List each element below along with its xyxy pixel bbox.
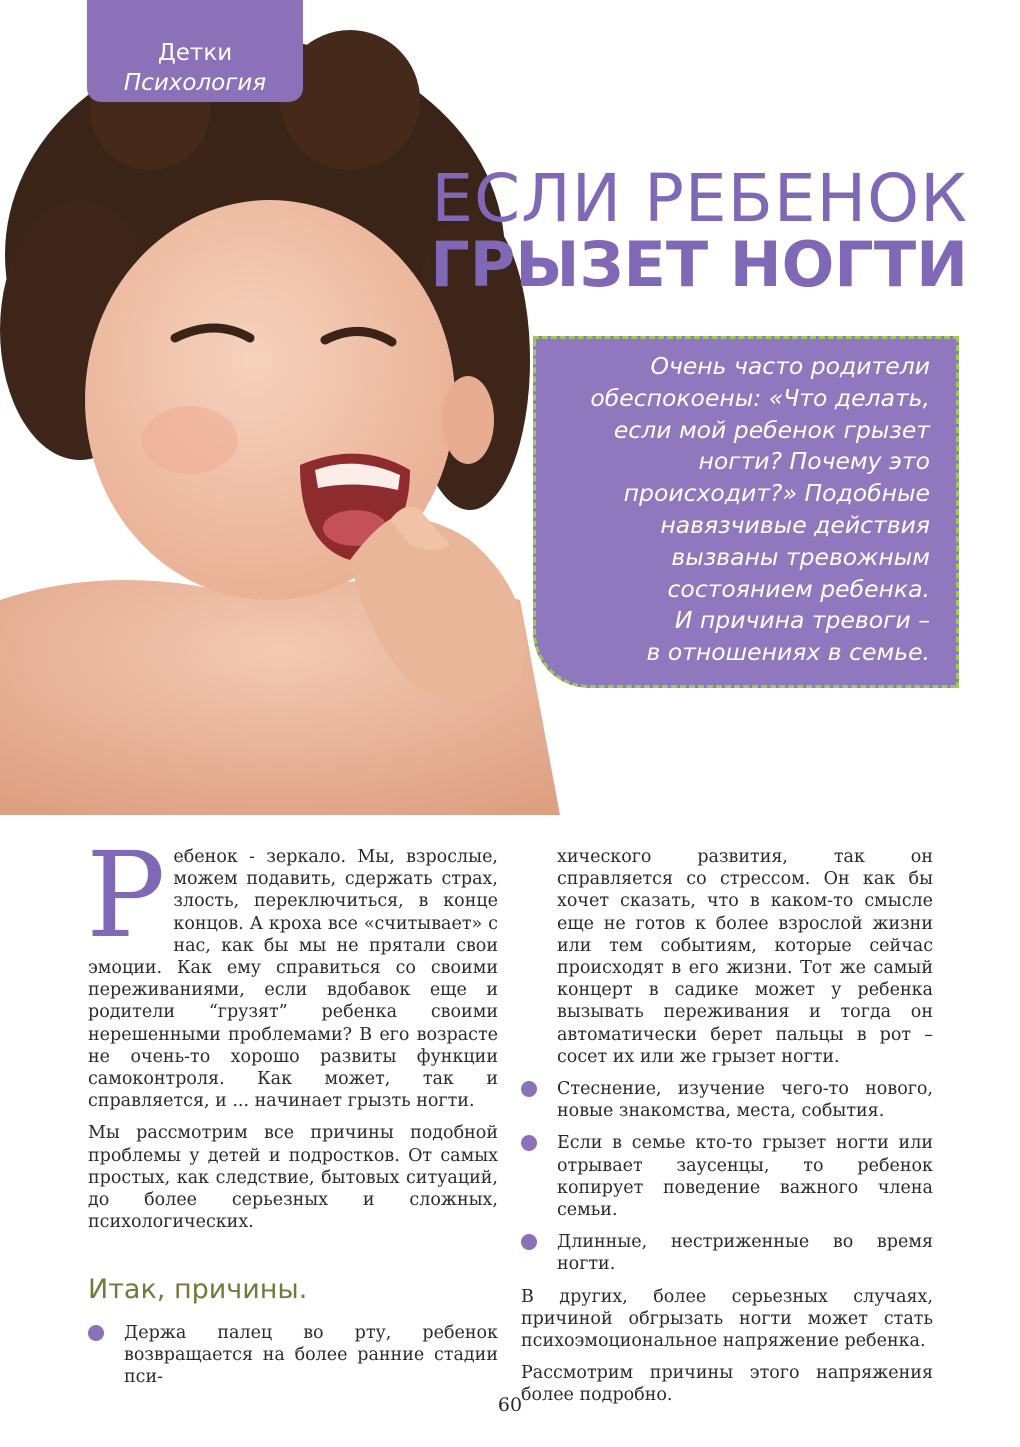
bullet-text: Длинные, нестриженные во время ногти. <box>557 1232 933 1275</box>
lead-callout <box>533 336 959 688</box>
section-tag <box>87 0 303 102</box>
section-tag-line2: Психология <box>123 70 267 96</box>
bullet-text: Если в семье кто-то грызет ногти или отрывает заусенцы, то ребенок копирует поведение важного члена семьи. <box>557 1133 933 1221</box>
paragraph-2: Мы рассмотрим все причины подобной проблемы у детей и подростков. От самых простых, как следствие, бытовых ситуаций, до более серьезных и сложных, психологических. <box>88 1123 498 1233</box>
bullet-dot-icon <box>521 1135 537 1151</box>
headline-line2: ГРЫЗЕТ НОГТИ <box>430 228 968 301</box>
bullet-dot-icon <box>521 1234 537 1250</box>
article-column-right <box>521 846 933 1417</box>
article-column-left <box>86 826 498 1243</box>
section-subhead: Итак, причины. <box>88 1274 308 1305</box>
bullet-dot-icon <box>88 1325 104 1341</box>
bullet-item <box>521 1132 933 1221</box>
bullet-continuation: хического развития, так он справляется со стрессом. Он как бы хочет сказать, что в каком-то смысле еще не готов к более взрослой жизни или тем событиям, которые сейчас происходят в его жизни. Тот же самый концерт в садике может у ребенка вызывать переживания и тогда он автоматически берет пальцы в рот – сосет их или же грызет ногти. <box>557 847 933 1067</box>
page-number: 60 <box>497 1394 523 1416</box>
bullet-text: Стеснение, изучение чего-то нового, новые знакомства, места, события. <box>557 1079 933 1122</box>
bullet-text: Держа палец во рту, ребенок возвращается на более ранние стадии пси- <box>124 1323 498 1388</box>
paragraph-3: В других, более серьезных случаях, причиной обгрызать ногти может стать психоэмоциональное напряжение ребенка. <box>521 1286 933 1352</box>
bullet-item <box>521 1231 933 1275</box>
headline-line1: ЕСЛИ РЕБЕНОК <box>431 160 968 237</box>
section-tag-line1: Детки <box>157 40 233 66</box>
drop-cap: Р <box>86 826 166 964</box>
paragraph-4: Рассмотрим причины этого напряжения более подробно. <box>521 1363 933 1406</box>
bullet-item <box>521 1078 933 1122</box>
first-bullet-block <box>88 1322 498 1399</box>
intro-paragraph <box>86 826 498 1112</box>
bullet-item <box>88 1322 498 1389</box>
lead-text: Очень часто родители обеспокоены: «Что делать, если мой ребенок грызет ногти? Почему это происходит?» Подобные навязчивые действия вызваны тревожным состоянием ребенка. И причина тревоги – в отношениях в семье. <box>590 352 930 667</box>
intro-text: ебенок - зеркало. Мы, взрослые, можем подавить, сдержать страх, злость, переключиться, в конце концов. А кроха все «считывает» с нас, как бы мы не прятали свои эмоции. Как ему справиться со своими переживаниями, если вдобавок еще и родители “грузят” ребенка своими нерешенными проблемами? В его возрасте не очень-то хорошо развиты функции самоконтроля. Как может, так и справляется, и ... начинает грызть ногти. <box>88 847 498 1112</box>
bullet-dot-icon <box>521 1081 537 1097</box>
